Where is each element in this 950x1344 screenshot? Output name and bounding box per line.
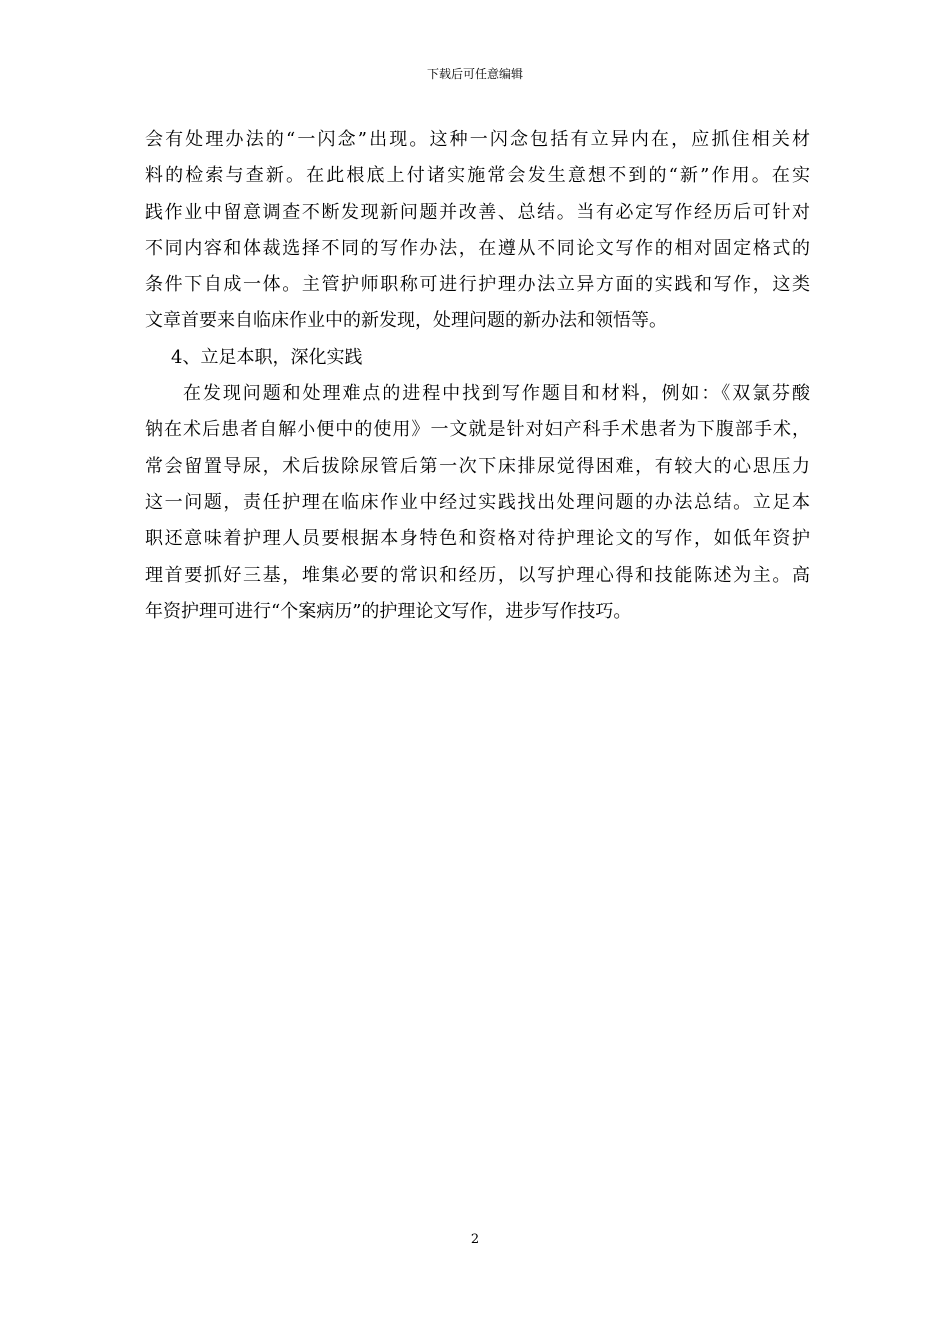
text-line: 不同内容和体裁选择不同的写作办法，在遵从不同论文写作的相对固定格式的 — [145, 237, 810, 259]
text-line: 这一问题，责任护理在临床作业中经过实践找出处理问题的办法总结。立足本 — [145, 491, 810, 513]
text-line: 践作业中留意调查不断发现新问题并改善、总结。当有必定写作经历后可针对 — [145, 201, 810, 223]
text-line: 理首要抓好三基，堆集必要的常识和经历，以写护理心得和技能陈述为主。高 — [145, 564, 810, 586]
section-heading: 4、立足本职，深化实践 — [171, 346, 363, 368]
paragraph-1 — [145, 122, 810, 340]
text-line: 条件下自成一体。主管护师职称可进行护理办法立异方面的实践和写作，这类 — [145, 274, 810, 296]
text-line: 常会留置导尿，术后拔除尿管后第一次下床排尿觉得困难，有较大的心思压力 — [145, 455, 810, 477]
page-header: 下载后可任意编辑 — [426, 67, 523, 81]
text-line: 在发现问题和处理难点的进程中找到写作题目和材料，例如：《双氯芬酸 — [183, 383, 810, 405]
page-number: 2 — [470, 1232, 480, 1247]
text-line: 钠在术后患者自解小便中的使用》一文就是针对妇产科手术患者为下腹部手术， — [145, 419, 810, 441]
text-line: 职还意味着护理人员要根据本身特色和资格对待护理论文的写作，如低年资护 — [145, 528, 810, 550]
text-line: 文章首要来自临床作业中的新发现，处理问题的新办法和领悟等。 — [145, 310, 667, 332]
text-line: 会有处理办法的“一闪念”出现。这种一闪念包括有立异内在，应抓住相关材 — [145, 129, 810, 150]
document-body — [145, 122, 810, 630]
text-line: 料的检索与查新。在此根底上付诸实施常会发生意想不到的“新”作用。在实 — [145, 165, 810, 187]
text-line: 年资护理可进行“个案病历”的护理论文写作，进步写作技巧。 — [145, 600, 632, 622]
paragraph-2 — [145, 376, 810, 630]
